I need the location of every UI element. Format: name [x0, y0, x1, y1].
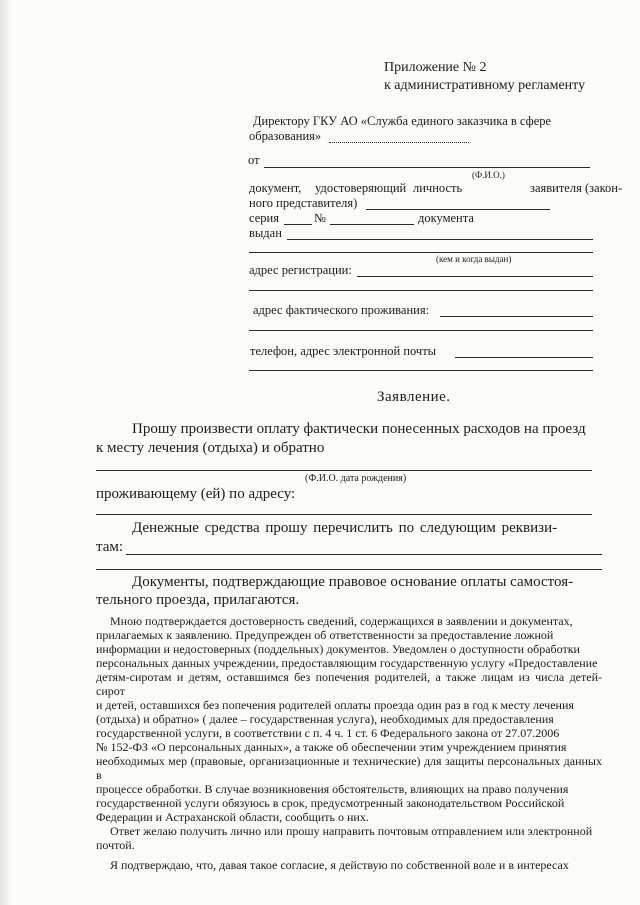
number-label: № — [314, 211, 326, 225]
reg-address-label: адрес регистрации: — [249, 263, 352, 277]
doc-word2: удостоверяющий — [315, 181, 407, 195]
appendix-title: Приложение № 2 — [384, 60, 487, 75]
number-field[interactable] — [330, 224, 414, 225]
contacts-field-1[interactable] — [455, 357, 593, 358]
issued-field-2[interactable] — [249, 252, 593, 253]
request-line1: Прошу произвести оплату фактически понесенных расходов на проезд — [132, 421, 586, 437]
consent-line: прилагаемых к заявлению. Предупрежден об ответственности за предоставление ложной — [96, 628, 554, 642]
doc-line2: ного представителя) — [249, 196, 358, 210]
fio-dob-hint: (Ф.И.О. дата рождения) — [305, 473, 407, 484]
money-line1: Денежные средства прошу перечислить по следующим реквизи- — [132, 520, 558, 536]
consent-paragraph — [96, 614, 602, 872]
issued-hint: (кем и когда выдан) — [436, 254, 512, 264]
consent-line: детям-сиротам и детям, оставшимся без попечения родителей, а также лицам из числа детей-сирот — [96, 670, 602, 698]
consent-line: государственной услуги обязуюсь в срок, предусмотренный законодательством Российской — [96, 796, 565, 810]
bank-details-field-1[interactable] — [126, 554, 602, 555]
request-line2: к месту лечения (отдыха) и обратно — [96, 440, 325, 456]
consent-line: № 152-ФЗ «О персональных данных», а также об обеспечении этим учреждением принятия — [96, 740, 567, 754]
consent-line: Мною подтверждается достоверность сведений, содержащихся в заявлении и документах, — [110, 614, 573, 628]
document-label: документа — [418, 211, 474, 225]
consent-line: (отдыха) и обратно» ( далее – государственная услуга), необходимых для предоставления — [96, 712, 554, 726]
documents-line1: Документы, подтверждающие правовое основание оплаты самостоя- — [132, 574, 574, 590]
statement-title: Заявление. — [377, 389, 451, 405]
actual-address-label: адрес фактического проживания: — [253, 303, 430, 317]
residing-label: проживающему (ей) по адресу: — [96, 486, 296, 502]
fio-hint: (Ф.И.О.) — [472, 170, 505, 180]
bank-details-field-2[interactable] — [96, 569, 602, 570]
consent-line: процессе обработки. В случае возникновения обстоятельств, влияющих на право получения — [96, 782, 569, 796]
representative-field[interactable] — [366, 209, 550, 210]
contacts-label: телефон, адрес электронной почты — [250, 344, 437, 358]
from-label: от — [248, 153, 260, 167]
consent-line: информации и недостоверных (поддельных) документов. Уведомлен о доступности обработки — [96, 642, 580, 656]
residing-address-field[interactable] — [96, 514, 592, 515]
reg-address-field-1[interactable] — [357, 276, 593, 277]
actual-address-field-1[interactable] — [440, 316, 593, 317]
response-line: почтой. — [96, 838, 135, 852]
issued-field-1[interactable] — [287, 239, 593, 240]
regulation-reference: к административному регламенту — [384, 78, 586, 93]
confirmation-line: Я подтверждаю, что, давая такое согласие, я действую по собственной воле и в интересах — [110, 858, 569, 872]
reg-address-field-2[interactable] — [249, 290, 593, 291]
series-label: серия — [249, 211, 279, 225]
doc-word4: заявителя (закон- — [530, 181, 623, 195]
consent-line: персональных данных учреждении, предоставляющим государственную услугу «Предоставление — [96, 656, 598, 670]
doc-word1: документ, — [249, 181, 302, 195]
series-field[interactable] — [284, 224, 312, 225]
scan-shadow — [0, 0, 12, 905]
documents-line2: тельного проезда, прилагаются. — [96, 592, 300, 608]
consent-line: необходимых мер (правовые, организационные и технические) для защиты персональных данных в — [96, 754, 602, 782]
from-fio-field[interactable] — [264, 167, 590, 168]
consent-line: и детей, оставшихся без попечения родителей оплаты проезда один раз в год к месту лечения — [96, 698, 574, 712]
money-line2: там: — [96, 539, 124, 555]
doc-word3: личность — [413, 181, 463, 195]
actual-address-field-2[interactable] — [249, 330, 593, 331]
response-line: Ответ желаю получить лично или прошу направить почтовым отправлением или электронной — [110, 824, 593, 838]
issued-label: выдан — [249, 226, 282, 240]
contacts-field-2[interactable] — [249, 370, 593, 371]
consent-line: Федерации и Астраханской области, сообщить о них. — [96, 810, 369, 824]
applicant-fio-dob-field[interactable] — [96, 470, 592, 471]
addressee-fill-line — [329, 142, 469, 143]
addressee-line1: Директору ГКУ АО «Служба единого заказчика в сфере — [253, 114, 552, 128]
consent-line: государственной услуги, в соответствии с п. 4 ч. 1 ст. 6 Федерального закона от 27.07.2006 — [96, 726, 560, 740]
addressee-line2: образования» — [249, 129, 322, 143]
